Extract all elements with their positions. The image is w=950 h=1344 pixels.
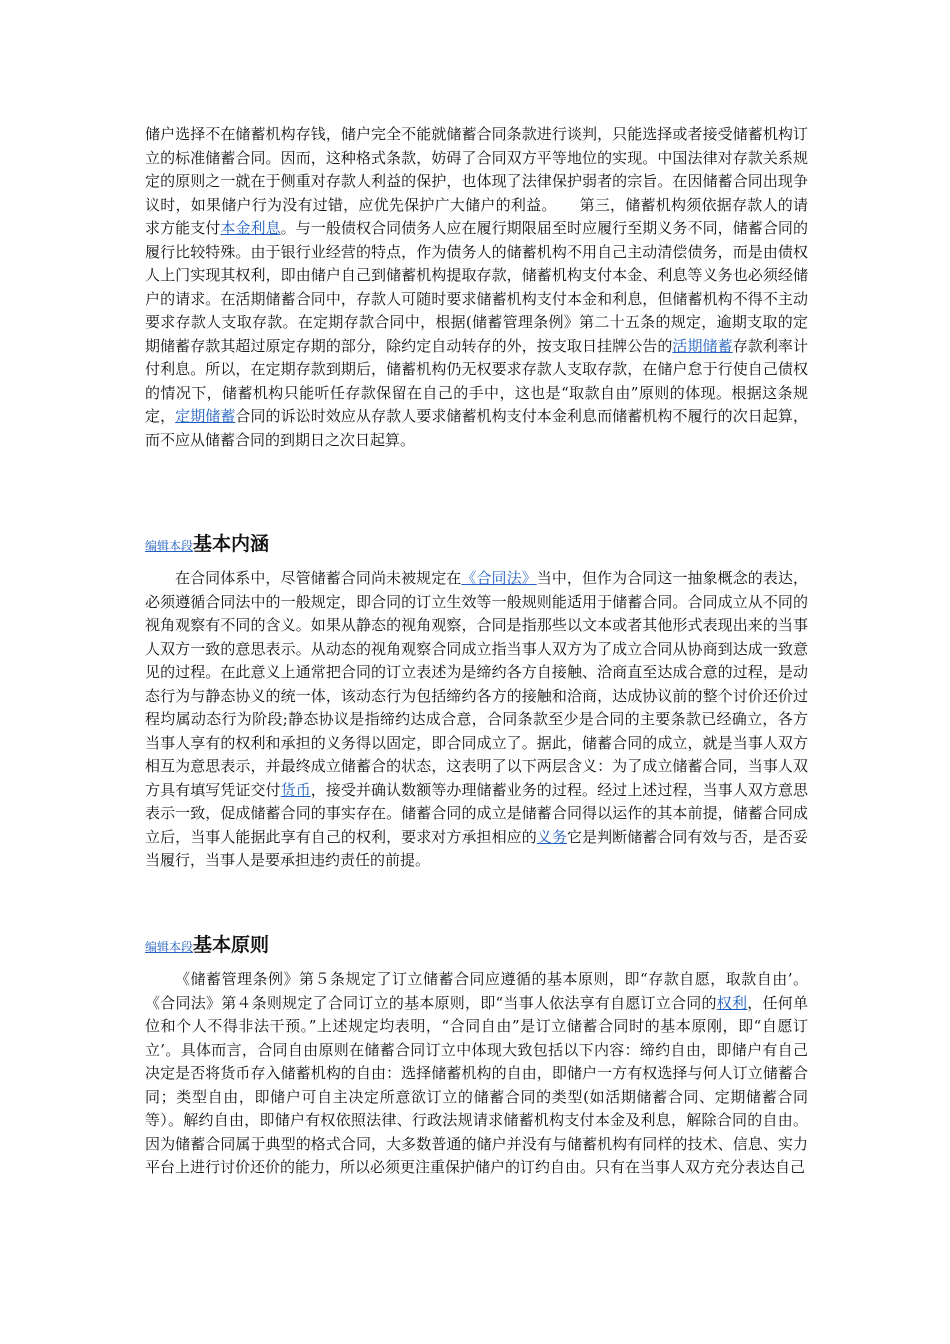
paragraph-text: 当中，但作为合同这一抽象概念的表达，必须遵循合同法中的一般规定，即合同的订立生效等一般规则能适用于储蓄合同。合同成立从不同的视角观察有不同的含义。如果从静态的视角观察，合同是指那些以文本或者其他形式表现出来的当事人双方一致的意思表示。从动态的视角观察合同成立指当事人双方为了成立合同从协商到达成一致意见的过程。在此意义上通常把合同的订立表述为是缔约各方自接触、洽商直至达成合意的过程，是动态行为与静态协义的统一体，该动态行为包括缔约各方的接触和洽商，达成协议前的整个讨价还价过程均属动态行为阶段;静态协议是指缔约达成合意，合同条款至少是合同的主要条款已经确立，各方当事人享有的权利和承担的义务得以固定，即合同成立了。据此，储蓄合同的成立，就是当事人双方相互为意思表示，并最终成立储蓄合的状态，这表明了以下两层含义：为了成立储蓄合同，当事人双方具有填写凭证交付 xyxy=(145,569,808,799)
link-rights[interactable]: 权利 xyxy=(716,993,748,1012)
section-title: 基本原则 xyxy=(193,934,270,956)
paragraph-text: 它是判断储蓄合同有效与否，是否妥当履行，当事人是要承担违约责任的前提。 xyxy=(145,827,808,869)
paragraph-text: 。与一般债权合同债务人应在履行期限届至时应履行至期义务不同，储蓄合同的履行比较特殊。由于银行业经营的特点，作为债务人的储蓄机构不用自己主动清偿债务，而是由债权人上门实现其权利，即由储户自己到储蓄机构提取存款，储蓄机构支付本金、利息等义务也必须经储户的请求。在活期储蓄合同中，存款人可随时要求储蓄机构支付本金和利息，但储蓄机构不得不主动要求存款人支取存款。在定期存款合同中，根据(储蓄管理条例》第二十五条的规定，逾期支取的定期储蓄存款其超过原定存期的部分，除约定自动转存的外，按支取日挂牌公告的 xyxy=(145,219,808,355)
paragraph-text: 储户选择不在储蓄机构存钱，储户完全不能就储蓄合同条款进行谈判，只能选择或者接受储蓄机构订立的标准储蓄合同。因而，这种格式条款，妨碍了合同双方平等地位的实现。中国法律对存款关系规定的原则之一就在于侧重对存款人利益的保护，也体现了法律保护弱者的宗旨。在因储蓄合同出现争议时，如果储户行为没有过错，应优先保护广大储户的利益。 第三，储蓄机构须依据存款人的请求方能支付 xyxy=(145,125,808,237)
edit-section-link[interactable]: 编辑本段 xyxy=(145,539,194,553)
paragraph-text: 合同的诉讼时效应从存款人要求储蓄机构支付本金利息而储蓄机构不履行的次日起算，而不应从储蓄合同的到期日之次日起算。 xyxy=(145,407,808,449)
section-title: 基本内涵 xyxy=(193,533,270,555)
paragraph-text: 在合同体系中，尽管储蓄合同尚未被规定在 xyxy=(175,569,462,587)
paragraph-text: 《储蓄管理条例》第５条规定了订立储蓄合同应遵循的基本原则，即“存款自愿，取款自由’。《合同法》第４条则规定了合同订立的基本原则，即“当事人依法享有自愿订立合同的 xyxy=(145,970,808,1012)
paragraph-text: 存款利率计付利息。所以，在定期存款到期后，储蓄机构仍无权要求存款人支取存款，在储户怠于行使自己债权的情况下，储蓄机构只能听任存款保留在自己的手中，这也是“取款自由”原则的体现。根据这条规定， xyxy=(145,336,808,425)
link-contract-law[interactable]: 《合同法》 xyxy=(461,569,537,587)
document-body xyxy=(145,123,808,1180)
paragraph-text: ，接受并确认数额等办理储蓄业务的过程。经过上述过程，当事人双方意思表示一致，促成储蓄合同的事实存在。储蓄合同的成立是储蓄合同得以运作的其本前提，储蓄合同成立后，当事人能据此享有自己的权利，要求对方承担相应的 xyxy=(145,780,808,846)
paragraph-text: ，任何单位和个人不得非法干预。”上述规定均表明，“合同自由”是订立储蓄合同时的基本原刚，即“自愿订立’。具体而言，合同自由原则在储蓄合同订立中体现大致包括以下内容：缔约自由，即储户有自己决定是否将货币存入储蓄机构的自由：选择储蓄机构的自由，即储户一方有权选择与何人订立储蓄合同；类型自由，即储户可自主决定所意欲订立的储蓄合同的类型(如活期储蓄合同、定期储蓄合同等）。解约自由，即储户有权依照法律、行政法规请求储蓄机构支付本金及利息，解除合同的自由。因为储蓄合同属于典型的格式合同，大多数普通的储户并没有与储蓄机构有同样的技术、信息、实力平台上进行讨价还价的能力，所以必须更注重保护储户的订约自由。只有在当事人双方充分表达自己 xyxy=(145,993,808,1176)
section-heading-basic-principles xyxy=(145,922,808,968)
link-time-savings[interactable]: 定期储蓄 xyxy=(175,407,236,425)
link-principal-interest[interactable]: 本金利息 xyxy=(220,219,281,237)
section-heading-basic-meaning xyxy=(145,521,808,567)
link-currency[interactable]: 货币 xyxy=(280,780,311,799)
link-obligation[interactable]: 义务 xyxy=(536,827,567,846)
edit-section-link[interactable]: 编辑本段 xyxy=(145,940,194,954)
paragraph-basic-meaning xyxy=(145,567,808,922)
paragraph-basic-principles xyxy=(145,968,808,1180)
link-demand-savings[interactable]: 活期储蓄 xyxy=(672,336,733,355)
paragraph-intro xyxy=(145,123,808,521)
